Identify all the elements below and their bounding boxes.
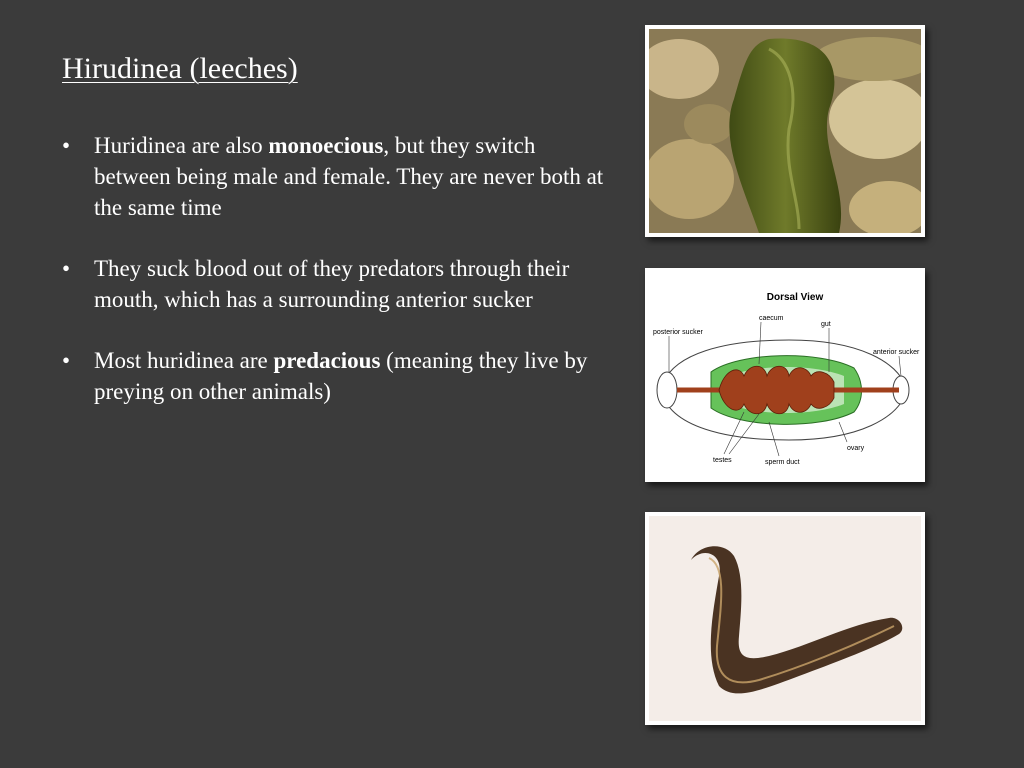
dorsal-view-diagram	[645, 268, 925, 482]
leech-specimen-image	[649, 516, 921, 721]
bullet-list	[62, 130, 607, 437]
bullet-marker: •	[62, 256, 71, 281]
bullet-marker: •	[62, 348, 71, 373]
leech-on-rocks-image	[649, 29, 921, 233]
bullet-item	[62, 130, 607, 223]
bullet-bold-term: predacious	[273, 348, 381, 373]
label-caecum: caecum	[759, 315, 784, 322]
slide-title: Hirudinea (leeches)	[62, 52, 298, 85]
diagram-heading: Dorsal View	[766, 292, 824, 303]
label-anterior-sucker: anterior sucker	[873, 349, 920, 356]
bullet-text: Huridinea are also	[94, 133, 269, 158]
bullet-text: They suck blood out of they predators through their mouth, which has a surrounding anterior sucker	[94, 256, 570, 312]
bullet-text: Most huridinea are	[94, 348, 274, 373]
bullet-text: (meaning they live by preying on other animals)	[94, 348, 588, 404]
label-testes: testes	[713, 457, 732, 464]
label-sperm-duct: sperm duct	[765, 459, 800, 466]
bullet-item	[62, 345, 607, 407]
bullet-text: , but they switch between being male and female. They are never both at the same time	[94, 133, 604, 220]
leech-specimen-photo	[645, 512, 925, 725]
label-posterior-sucker: posterior sucker	[653, 329, 703, 336]
bullet-item	[62, 253, 607, 315]
leech-on-rocks-photo	[645, 25, 925, 237]
bullet-bold-term: monoecious	[268, 133, 384, 158]
bullet-marker: •	[62, 133, 71, 158]
label-ovary: ovary	[847, 445, 865, 452]
leech-anatomy-diagram	[649, 272, 921, 478]
label-gut: gut	[821, 321, 831, 328]
